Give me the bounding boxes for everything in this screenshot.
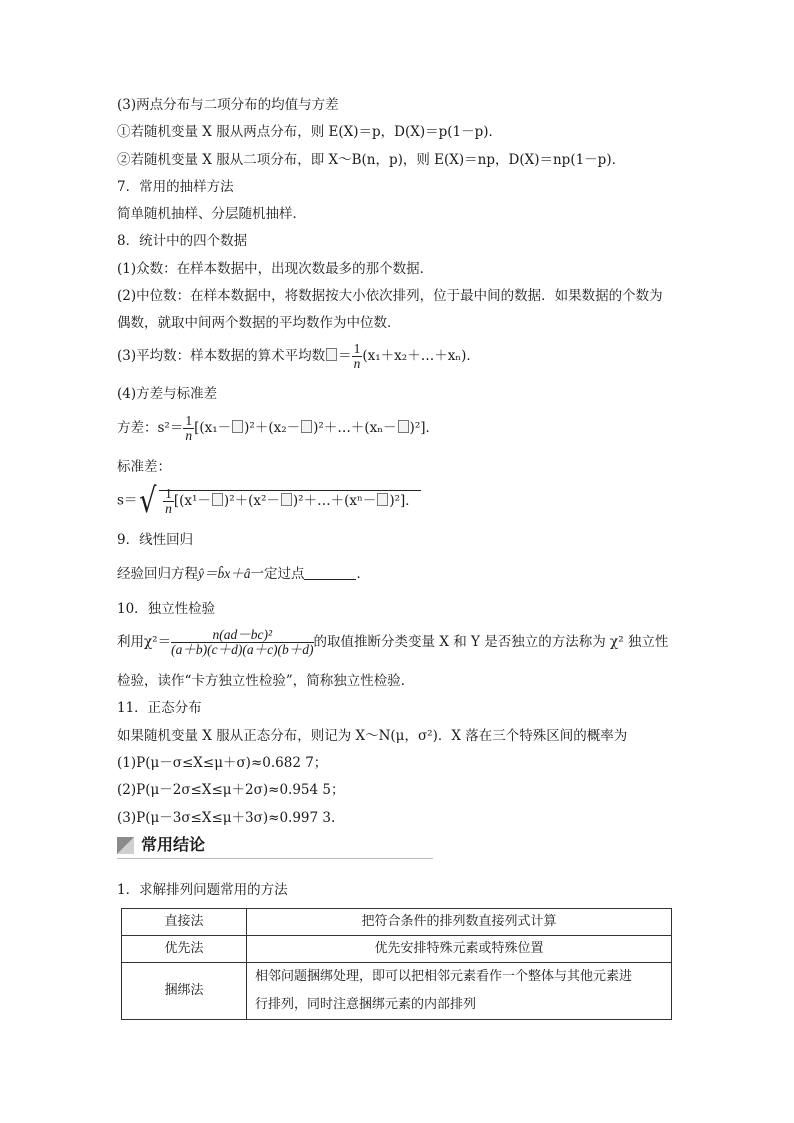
normal-prob-3: (3)P(μ－3σ≤X≤μ＋3σ)≈0.997 3. bbox=[117, 810, 336, 826]
variance-line: 方差：s²＝ $\frac{1}{n}$ [(x₁－ )²＋(x₂－ )²＋…＋(xₙ－ )²]． bbox=[117, 413, 439, 443]
section-7-title: 7．常用的抽样方法 bbox=[117, 179, 234, 195]
table-row bbox=[122, 936, 672, 963]
method-description: 把符合条件的排列数直接列式计算 bbox=[247, 909, 672, 936]
x-bar-symbol bbox=[301, 420, 312, 433]
mean-line bbox=[117, 342, 480, 371]
one-over-n: $\frac{1}{n}$ bbox=[353, 341, 361, 371]
section-marker-icon bbox=[117, 837, 134, 854]
section-header-title: 常用结论 bbox=[141, 835, 206, 854]
variance-title: (4)方差与标准差 bbox=[117, 386, 218, 402]
conclusion-item-1: 1．求解排列问题常用的方法 bbox=[117, 882, 288, 898]
section-10-title: 10．独立性检验 bbox=[117, 601, 216, 617]
section-9-title: 9．线性回归 bbox=[117, 532, 194, 548]
regression-equation: ŷ＝b̂x＋â bbox=[198, 566, 251, 581]
normal-prob-2: (2)P(μ－2σ≤X≤μ＋2σ)≈0.954 5； bbox=[117, 782, 345, 798]
one-over-n: $\frac{1}{n}$ bbox=[185, 413, 193, 443]
mean-label: (3)平均数：样本数据的算术平均数 bbox=[117, 348, 326, 364]
x-bar-symbol bbox=[326, 348, 337, 361]
chi-square-description: 的取值推断分类变量 X 和 Y 是否独立的方法称为 χ² 独立性 bbox=[313, 634, 669, 650]
regression-passes: 一定过点 bbox=[250, 566, 305, 582]
normal-intro: 如果随机变量 X 服从正态分布，则记为 X～N(μ，σ²)．X 落在三个特殊区间的概率为 bbox=[117, 728, 628, 744]
mean-eq: ＝ bbox=[338, 348, 352, 364]
answer-blank bbox=[304, 567, 356, 580]
variance-formula-start: [(x₁－ bbox=[194, 420, 232, 436]
normal-prob-1: (1)P(μ－σ≤X≤μ＋σ)≈0.682 7； bbox=[117, 755, 328, 771]
median-line-2: 偶数，就取中间两个数据的平均数作为中位数． bbox=[117, 315, 401, 331]
permutation-methods-table bbox=[121, 908, 672, 1020]
mode-line: (1)众数：在样本数据中，出现次数最多的那个数据． bbox=[117, 261, 434, 277]
chi-square-fraction: $\frac{\text{n(ad－bc)²}}{(a+b)(c+d)(a+c)(b+d)}$ bbox=[171, 627, 314, 657]
binomial-line: ②若随机变量 X 服从二项分布，即 X～B(n，p)，则 E(X)＝np，D(X)＝np(1－p)． bbox=[117, 152, 626, 168]
section-header bbox=[117, 834, 433, 859]
two-point-line: ①若随机变量 X 服从两点分布，则 E(X)＝p，D(X)＝p(1－p)． bbox=[117, 124, 502, 140]
chi-square-line-2: 检验，读作“卡方独立性检验”，简称独立性检验． bbox=[117, 673, 415, 689]
x-bar-symbol bbox=[232, 420, 243, 433]
chi-square-label: 利用χ²＝ bbox=[117, 634, 172, 650]
method-name: 直接法 bbox=[122, 909, 247, 936]
std-dev-s: s＝ bbox=[117, 492, 138, 509]
sqrt-body: $\frac{1}{n}$ [(x¹－ )²＋(x²－ )²＋…＋(xⁿ－ )²]． bbox=[159, 487, 421, 516]
mean-formula: (x₁＋x₂＋…＋xₙ)． bbox=[362, 348, 480, 364]
std-dev-label: 标准差： bbox=[117, 459, 171, 475]
variance-label: 方差：s²＝ bbox=[117, 420, 184, 436]
x-bar-symbol bbox=[398, 420, 409, 433]
std-dev-formula bbox=[117, 481, 421, 521]
method-description: 相邻问题捆绑处理，即可以把相邻元素看作一个整体与其他元素进 行排列，同时注意捆绑元素的内部排列 bbox=[247, 963, 672, 1020]
table-row bbox=[122, 909, 672, 936]
section-11-title: 11．正态分布 bbox=[117, 700, 202, 716]
regression-label: 经验回归方程 bbox=[117, 566, 198, 582]
table-row bbox=[122, 963, 672, 1020]
median-line-1: (2)中位数：在样本数据中，将数据按大小依次排列，位于最中间的数据．如果数据的个数为 bbox=[117, 288, 663, 304]
chi-square-line bbox=[117, 628, 668, 657]
sampling-methods: 简单随机抽样、分层随机抽样． bbox=[117, 206, 306, 222]
sqrt-icon: √ bbox=[139, 481, 157, 521]
method-description: 优先安排特殊元素或特殊位置 bbox=[247, 936, 672, 963]
regression-line: 经验回归方程ŷ＝b̂x＋â一定过点 ． bbox=[117, 566, 370, 582]
subsection-title: (3)两点分布与二项分布的均值与方差 bbox=[117, 97, 339, 113]
section-8-title: 8．统计中的四个数据 bbox=[117, 233, 248, 249]
method-name: 捆绑法 bbox=[122, 963, 247, 1020]
method-name: 优先法 bbox=[122, 936, 247, 963]
